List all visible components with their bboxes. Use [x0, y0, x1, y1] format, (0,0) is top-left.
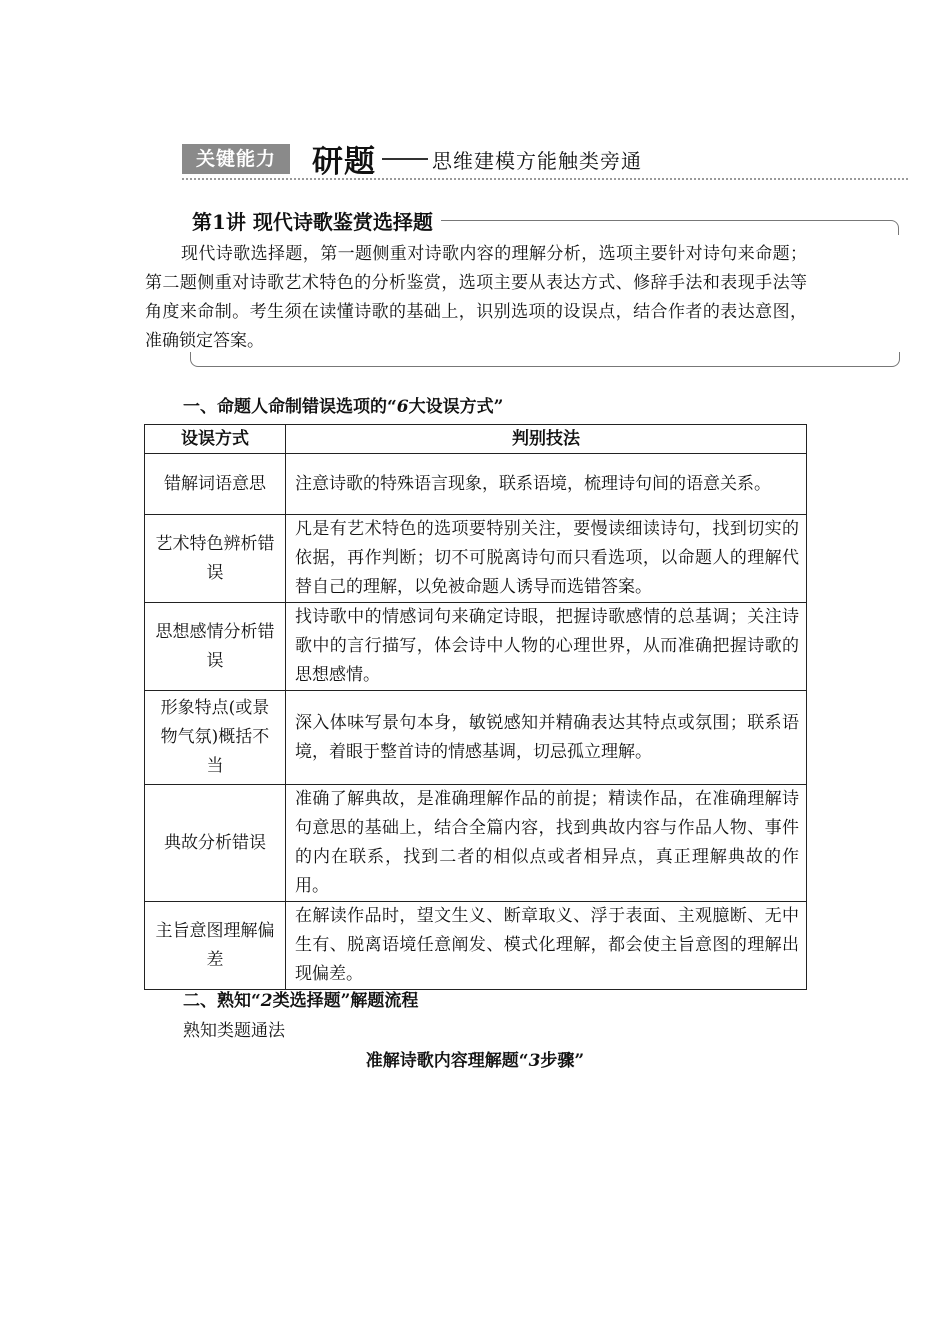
page-subtitle: 思维建模方能触类旁通 — [432, 149, 642, 173]
technique-cell: 找诗歌中的情感词句来确定诗眼，把握诗歌感情的总基调；关注诗歌中的言行描写，体会诗中人物的心理世界，从而准确把握诗歌的思想感情。 — [286, 603, 807, 691]
table-row — [145, 785, 807, 902]
section2-subheading: 熟知类题通法 — [183, 1021, 285, 1041]
method-cell: 形象特点(或景物气氛)概括不当 — [145, 691, 286, 785]
section1-heading-number: 6 — [396, 397, 409, 417]
table-row — [145, 691, 807, 785]
steps-title: 准解诗歌内容理解题“3步骤” — [365, 1051, 585, 1071]
method-cell: 艺术特色辨析错误 — [145, 515, 286, 603]
technique-cell: 准确了解典故，是准确理解作品的前提；精读作品，在准确理解诗句意思的基础上，结合全篇内容，找到典故内容与作品人物、事件的内在联系，找到二者的相似点或者相异点，真正理解典故的作用。 — [286, 785, 807, 902]
header-dotted-rule — [182, 178, 908, 180]
section1-heading: 一、命题人命制错误选项的“6大设误方式” — [183, 397, 504, 417]
table-row — [145, 902, 807, 990]
method-cell: 思想感情分析错误 — [145, 603, 286, 691]
section2-heading-number: 2 — [260, 991, 273, 1011]
method-cell: 错解词语意思 — [145, 454, 286, 515]
table-header-technique: 判别技法 — [286, 425, 807, 454]
technique-cell: 在解读作品时，望文生义、断章取义、浮于表面、主观臆断、无中生有、脱离语境任意阐发、模式化理解，都会使主旨意图的理解出现偏差。 — [286, 902, 807, 990]
page-title: 研题 — [312, 144, 376, 180]
lecture-title: 第1讲 现代诗歌鉴赏选择题 — [192, 206, 441, 235]
title-dash-divider — [382, 158, 428, 160]
method-cell: 典故分析错误 — [145, 785, 286, 902]
table-row — [145, 515, 807, 603]
technique-cell: 凡是有艺术特色的选项要特别关注，要慢读细读诗句，找到切实的依据，再作判断；切不可脱离诗句而只看选项，以命题人的理解代替自己的理解，以免被命题人诱导而选错答案。 — [286, 515, 807, 603]
section2-heading: 二、熟知“2类选择题”解题流程 — [183, 991, 419, 1011]
error-method-table — [144, 424, 807, 990]
section-badge: 关键能力 — [182, 144, 290, 174]
table-row — [145, 603, 807, 691]
method-cell: 主旨意图理解偏差 — [145, 902, 286, 990]
technique-cell: 深入体味写景句本身，敏锐感知并精确表达其特点或氛围；联系语境，着眼于整首诗的情感基调，切忌孤立理解。 — [286, 691, 807, 785]
table-row — [145, 454, 807, 515]
lecture-intro: 现代诗歌选择题，第一题侧重对诗歌内容的理解分析，选项主要针对诗句来命题；第二题侧重对诗歌艺术特色的分析鉴赏，选项主要从表达方式、修辞手法和表现手法等角度来命制。考生须在读懂诗歌的基础上，识别选项的设误点，结合作者的表达意图，准确锁定答案。 — [145, 244, 807, 351]
table-header-method: 设误方式 — [145, 425, 286, 454]
table-header-row — [145, 425, 807, 454]
technique-cell: 注意诗歌的特殊语言现象，联系语境，梳理诗句间的语意关系。 — [286, 454, 807, 515]
lecture-box-bottom-border — [190, 352, 900, 367]
steps-title-number: 3 — [528, 1051, 541, 1071]
